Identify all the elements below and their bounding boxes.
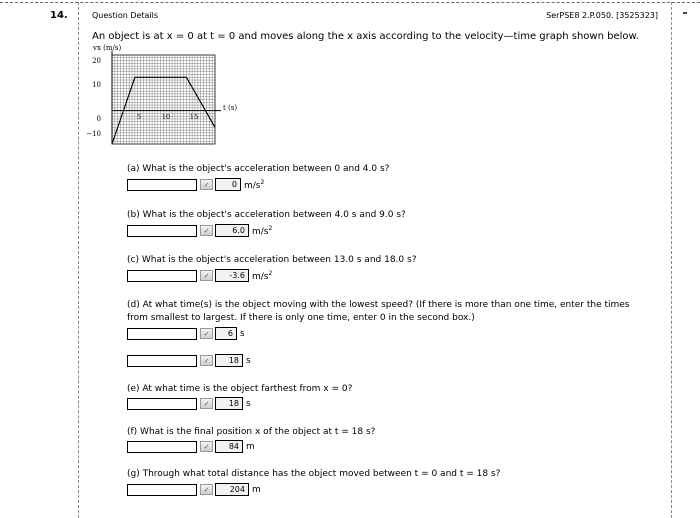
part-f-input[interactable] xyxy=(127,441,197,453)
part-f-question: (f) What is the final position x of the object at t = 18 s? xyxy=(127,427,376,437)
part-a-answer: 0 xyxy=(215,178,241,191)
part-d-answer-row-2 xyxy=(127,354,251,367)
part-d-unit-2: s xyxy=(246,355,251,366)
y-axis-label: vx (m/s) xyxy=(93,44,122,52)
question-details-label[interactable]: Question Details xyxy=(92,11,159,20)
check-icon[interactable]: ✓ xyxy=(200,441,213,452)
part-c-unit: $m/s^2$ xyxy=(252,269,273,282)
part-c-input[interactable] xyxy=(127,270,197,282)
part-e-answer-row xyxy=(127,397,251,410)
part-f-unit: m xyxy=(246,441,255,452)
velocity-time-graph xyxy=(85,42,245,154)
x-tick-15: 15 xyxy=(189,113,199,121)
x-tick-10: 10 xyxy=(161,113,171,121)
right-border xyxy=(671,2,672,518)
part-d-unit-1: s xyxy=(240,328,245,339)
part-e-answer: 18 xyxy=(215,397,243,410)
check-icon[interactable]: ✓ xyxy=(200,328,213,339)
part-d-answer-2: 18 xyxy=(215,354,243,367)
part-d-answer-row-1 xyxy=(127,327,245,340)
part-d-question: (d) At what time(s) is the object moving with the lowest speed? (If there is more than one time, enter the times from smallest to largest. If there is only one time, enter 0 in the second box.) xyxy=(127,300,630,323)
part-b-answer: 6.0 xyxy=(215,224,249,237)
check-icon[interactable]: ✓ xyxy=(200,484,213,495)
check-icon[interactable]: ✓ xyxy=(200,270,213,281)
part-g-question: (g) Through what total distance has the object moved between t = 0 and t = 18 s? xyxy=(127,469,501,479)
part-d-answer-1: 6 xyxy=(215,327,237,340)
part-g-unit: m xyxy=(252,484,261,495)
question-id: SerPSE8 2.P.050. [3525323] xyxy=(546,11,658,20)
y-tick-neg10: −10 xyxy=(86,130,101,138)
part-a-unit: $m/s^2$ xyxy=(244,178,265,191)
part-a-answer-row xyxy=(127,178,264,191)
side-mark xyxy=(683,12,687,14)
x-tick-5: 5 xyxy=(136,113,142,121)
part-b-input[interactable] xyxy=(127,225,197,237)
part-g-input[interactable] xyxy=(127,484,197,496)
part-e-unit: s xyxy=(246,398,251,409)
top-border xyxy=(0,2,700,3)
y-tick-0: 0 xyxy=(96,115,101,123)
x-axis-label: t (s) xyxy=(223,104,238,112)
part-f-answer-row xyxy=(127,440,255,453)
part-b-unit: $m/s^2$ xyxy=(252,224,273,237)
part-b-answer-row xyxy=(127,224,272,237)
y-tick-20: 20 xyxy=(92,57,101,65)
check-icon[interactable]: ✓ xyxy=(200,179,213,190)
part-d-input-2[interactable] xyxy=(127,355,197,367)
check-icon[interactable]: ✓ xyxy=(200,398,213,409)
part-c-answer-row xyxy=(127,269,272,282)
part-f-answer: 84 xyxy=(215,440,243,453)
part-g-answer: 204 xyxy=(215,483,249,496)
question-number: 14. xyxy=(50,10,68,21)
part-b-question: (b) What is the object's acceleration between 4.0 s and 9.0 s? xyxy=(127,210,406,220)
check-icon[interactable]: ✓ xyxy=(200,225,213,236)
part-a-input[interactable] xyxy=(127,179,197,191)
problem-statement: An object is at x = 0 at t = 0 and moves along the x axis according to the velocity—time graph shown below. xyxy=(92,31,639,42)
part-g-answer-row xyxy=(127,483,261,496)
part-a-question: (a) What is the object's acceleration between 0 and 4.0 s? xyxy=(127,164,390,174)
part-c-answer: -3.6 xyxy=(215,269,249,282)
left-border xyxy=(78,2,79,518)
part-e-question: (e) At what time is the object farthest from x = 0? xyxy=(127,384,353,394)
part-d-input-1[interactable] xyxy=(127,328,197,340)
part-c-question: (c) What is the object's acceleration between 13.0 s and 18.0 s? xyxy=(127,255,417,265)
y-tick-10: 10 xyxy=(92,81,101,89)
check-icon[interactable]: ✓ xyxy=(200,355,213,366)
part-e-input[interactable] xyxy=(127,398,197,410)
